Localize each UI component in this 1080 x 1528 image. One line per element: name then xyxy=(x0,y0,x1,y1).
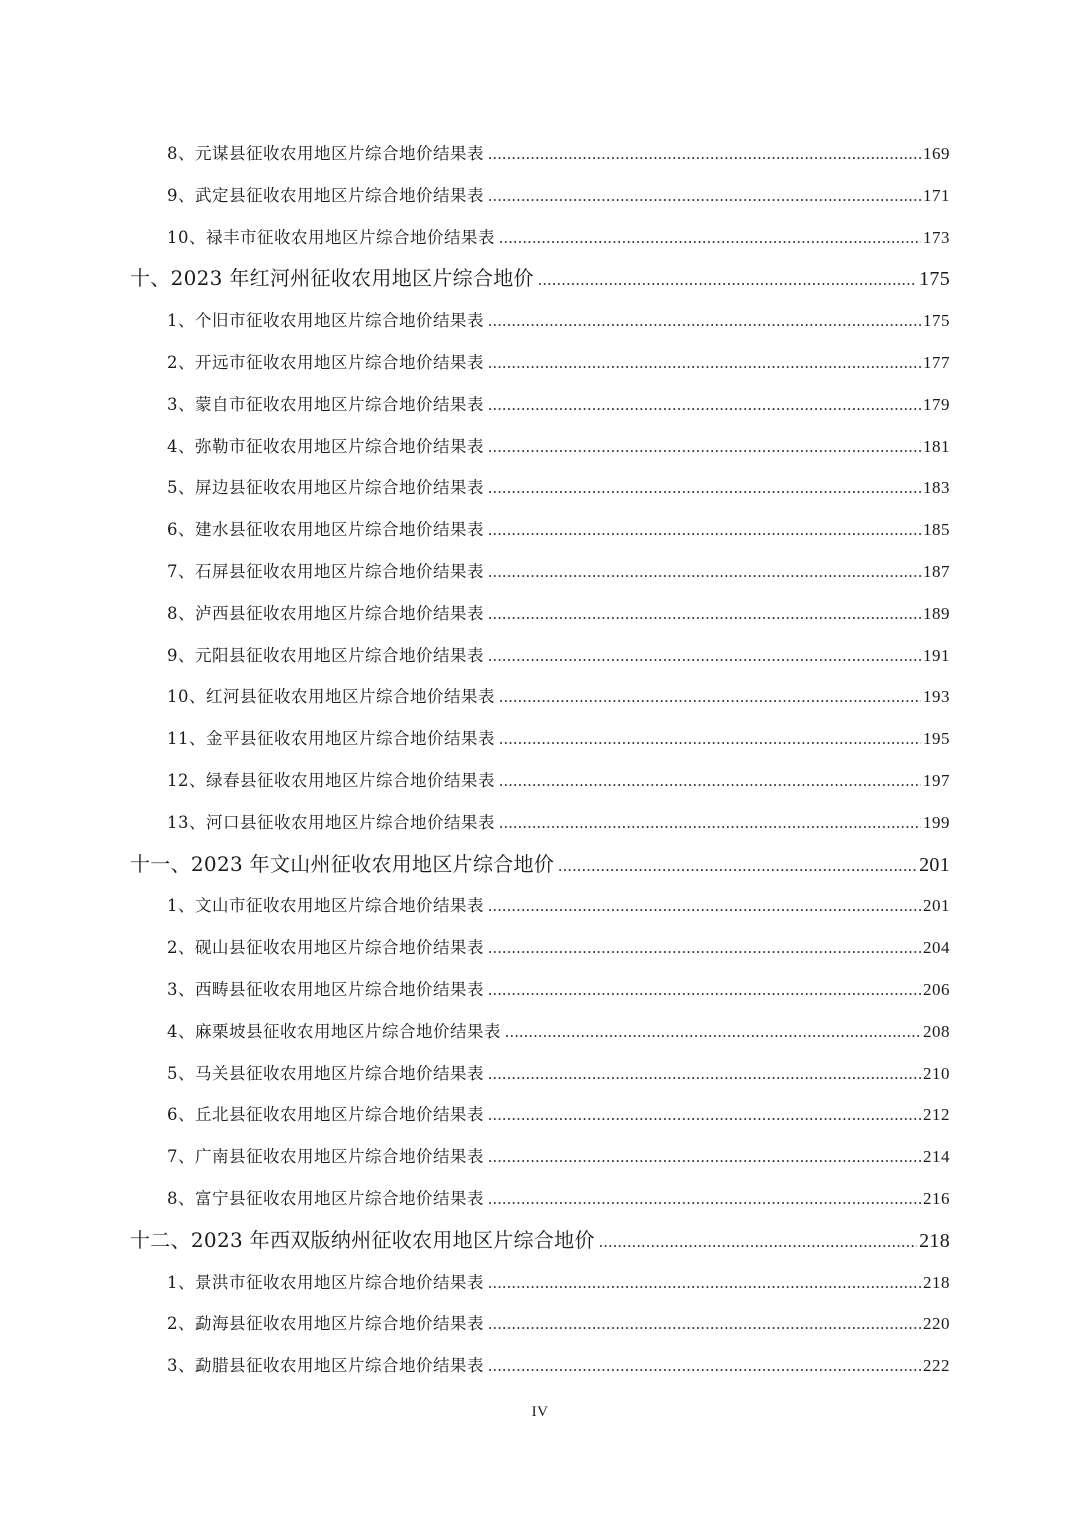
toc-entry-page: 193 xyxy=(923,687,950,707)
toc-dot-leader xyxy=(488,186,921,206)
toc-dot-leader xyxy=(488,437,921,457)
toc-dot-leader xyxy=(488,478,921,498)
toc-dot-leader xyxy=(488,395,921,415)
toc-item-entry[interactable] xyxy=(167,725,950,753)
toc-entry-page: 175 xyxy=(919,268,950,291)
toc-entry-title: 十二、2023 年西双版纳州征收农用地区片综合地价 xyxy=(130,1227,595,1252)
toc-entry-title: 13、河口县征收农用地区片综合地价结果表 xyxy=(167,812,495,832)
toc-dot-leader xyxy=(599,1228,917,1252)
toc-dot-leader xyxy=(488,896,921,916)
toc-dot-leader xyxy=(488,520,921,540)
toc-entry-page: 187 xyxy=(923,562,950,581)
toc-item-entry[interactable] xyxy=(167,1185,950,1213)
toc-item-entry[interactable] xyxy=(167,1310,950,1338)
toc-dot-leader xyxy=(558,852,917,876)
toc-entry-title: 2、砚山县征收农用地区片综合地价结果表 xyxy=(167,938,484,958)
toc-item-entry[interactable] xyxy=(167,558,950,586)
toc-entry-page: 210 xyxy=(923,1063,950,1083)
toc-entry-page: 201 xyxy=(923,896,950,916)
toc-dot-leader xyxy=(488,1105,921,1125)
toc-entry-page: 197 xyxy=(923,771,950,790)
toc-item-entry[interactable] xyxy=(167,433,950,461)
toc-entry-page: 171 xyxy=(923,185,950,205)
toc-entry-title: 2、勐海县征收农用地区片综合地价结果表 xyxy=(167,1314,484,1334)
toc-item-entry[interactable] xyxy=(167,1101,950,1129)
toc-section-entry[interactable] xyxy=(130,1224,950,1252)
toc-item-entry[interactable] xyxy=(167,600,950,628)
toc-dot-leader xyxy=(488,938,921,958)
page-number: IV xyxy=(531,1404,549,1420)
toc-dot-leader xyxy=(499,771,921,791)
toc-entry-title: 12、绿春县征收农用地区片综合地价结果表 xyxy=(167,771,495,790)
toc-entry-title: 1、景洪市征收农用地区片综合地价结果表 xyxy=(167,1272,484,1292)
toc-entry-page: 218 xyxy=(923,1272,950,1292)
toc-entry-title: 4、麻栗坡县征收农用地区片综合地价结果表 xyxy=(167,1021,501,1041)
toc-entry-page: 216 xyxy=(923,1189,950,1208)
toc-entry-title: 10、禄丰市征收农用地区片综合地价结果表 xyxy=(167,227,495,247)
toc-dot-leader xyxy=(488,604,921,624)
toc-dot-leader xyxy=(499,729,921,749)
toc-dot-leader xyxy=(488,1314,921,1334)
toc-section-entry[interactable] xyxy=(130,848,950,876)
toc-entry-page: 173 xyxy=(923,227,950,247)
toc-entry-title: 10、红河县征收农用地区片综合地价结果表 xyxy=(167,687,495,707)
toc-entry-title: 6、丘北县征收农用地区片综合地价结果表 xyxy=(167,1105,484,1125)
toc-item-entry[interactable] xyxy=(167,683,950,711)
toc-entry-title: 8、泸西县征收农用地区片综合地价结果表 xyxy=(167,603,484,623)
toc-dot-leader xyxy=(499,228,921,248)
toc-entry-title: 2、开远市征收农用地区片综合地价结果表 xyxy=(167,353,484,372)
toc-item-entry[interactable] xyxy=(167,1060,950,1088)
toc-item-entry[interactable] xyxy=(167,1352,950,1380)
toc-item-entry[interactable] xyxy=(167,809,950,837)
toc-dot-leader xyxy=(488,1356,921,1376)
toc-dot-leader xyxy=(488,353,921,373)
toc-entry-title: 5、马关县征收农用地区片综合地价结果表 xyxy=(167,1063,484,1083)
toc-entry-page: 201 xyxy=(919,853,950,876)
toc-item-entry[interactable] xyxy=(167,1269,950,1297)
toc-entry-page: 206 xyxy=(923,980,950,999)
toc-item-entry[interactable] xyxy=(167,307,950,335)
toc-entry-title: 1、文山市征收农用地区片综合地价结果表 xyxy=(167,896,484,916)
toc-dot-leader xyxy=(538,266,917,290)
toc-entry-title: 4、弥勒市征收农用地区片综合地价结果表 xyxy=(167,436,484,456)
toc-entry-page: 183 xyxy=(923,478,950,498)
toc-entry-page: 222 xyxy=(923,1356,950,1376)
toc-dot-leader xyxy=(488,1273,921,1293)
toc-item-entry[interactable] xyxy=(167,391,950,419)
toc-dot-leader xyxy=(488,1189,921,1209)
toc-entry-title: 1、个旧市征收农用地区片综合地价结果表 xyxy=(167,311,484,331)
toc-entry-page: 208 xyxy=(923,1021,950,1041)
toc-entry-page: 177 xyxy=(923,353,950,372)
toc-entry-title: 3、蒙自市征收农用地区片综合地价结果表 xyxy=(167,394,484,414)
toc-dot-leader xyxy=(488,646,921,666)
toc-item-entry[interactable] xyxy=(167,349,950,377)
toc-entry-page: 175 xyxy=(923,311,950,331)
toc-dot-leader xyxy=(499,687,921,707)
toc-section-entry[interactable] xyxy=(130,262,950,290)
toc-entry-page: 179 xyxy=(923,394,950,414)
toc-entry-page: 214 xyxy=(923,1147,950,1167)
toc-item-entry[interactable] xyxy=(167,140,950,168)
toc-dot-leader xyxy=(488,144,921,164)
toc-entry-title: 3、勐腊县征收农用地区片综合地价结果表 xyxy=(167,1356,484,1376)
toc-entry-title: 5、屏边县征收农用地区片综合地价结果表 xyxy=(167,478,484,498)
toc-entry-page: 220 xyxy=(923,1314,950,1334)
toc-item-entry[interactable] xyxy=(167,976,950,1004)
toc-entry-title: 6、建水县征收农用地区片综合地价结果表 xyxy=(167,520,484,540)
toc-item-entry[interactable] xyxy=(167,642,950,670)
toc-item-entry[interactable] xyxy=(167,934,950,962)
toc-item-entry[interactable] xyxy=(167,767,950,795)
toc-entry-page: 185 xyxy=(923,520,950,540)
toc-dot-leader xyxy=(488,311,921,331)
toc-entry-page: 195 xyxy=(923,729,950,749)
toc-dot-leader xyxy=(488,1147,921,1167)
toc-item-entry[interactable] xyxy=(167,892,950,920)
toc-entry-page: 218 xyxy=(919,1229,950,1252)
toc-entry-title: 十、2023 年红河州征收农用地区片综合地价 xyxy=(130,266,534,291)
toc-entry-title: 9、武定县征收农用地区片综合地价结果表 xyxy=(167,185,484,205)
toc-dot-leader xyxy=(505,1022,921,1042)
toc-entry-title: 8、富宁县征收农用地区片综合地价结果表 xyxy=(167,1189,484,1208)
toc-entry-title: 十一、2023 年文山州征收农用地区片综合地价 xyxy=(130,851,555,876)
toc-entry-page: 191 xyxy=(923,645,950,665)
toc-item-entry[interactable] xyxy=(167,516,950,544)
toc-item-entry[interactable] xyxy=(167,182,950,210)
toc-entry-page: 212 xyxy=(923,1105,950,1125)
toc-dot-leader xyxy=(499,813,921,833)
toc-dot-leader xyxy=(488,562,921,582)
toc-entry-page: 204 xyxy=(923,938,950,958)
toc-entry-title: 7、广南县征收农用地区片综合地价结果表 xyxy=(167,1147,484,1167)
toc-item-entry[interactable] xyxy=(167,224,950,252)
toc-dot-leader xyxy=(488,1064,921,1084)
toc-item-entry[interactable] xyxy=(167,1143,950,1171)
toc-item-entry[interactable] xyxy=(167,474,950,502)
toc-entry-page: 199 xyxy=(923,812,950,832)
toc-entry-title: 9、元阳县征收农用地区片综合地价结果表 xyxy=(167,645,484,665)
toc-entry-page: 189 xyxy=(923,603,950,623)
toc-entry-title: 3、西畴县征收农用地区片综合地价结果表 xyxy=(167,980,484,999)
toc-dot-leader xyxy=(488,980,921,1000)
toc-item-entry[interactable] xyxy=(167,1018,950,1046)
toc-entry-page: 169 xyxy=(923,144,950,163)
toc-entry-title: 11、金平县征收农用地区片综合地价结果表 xyxy=(167,729,495,749)
toc-entry-title: 8、元谋县征收农用地区片综合地价结果表 xyxy=(167,144,484,163)
toc-entry-page: 181 xyxy=(923,436,950,456)
toc-entry-title: 7、石屏县征收农用地区片综合地价结果表 xyxy=(167,562,484,581)
